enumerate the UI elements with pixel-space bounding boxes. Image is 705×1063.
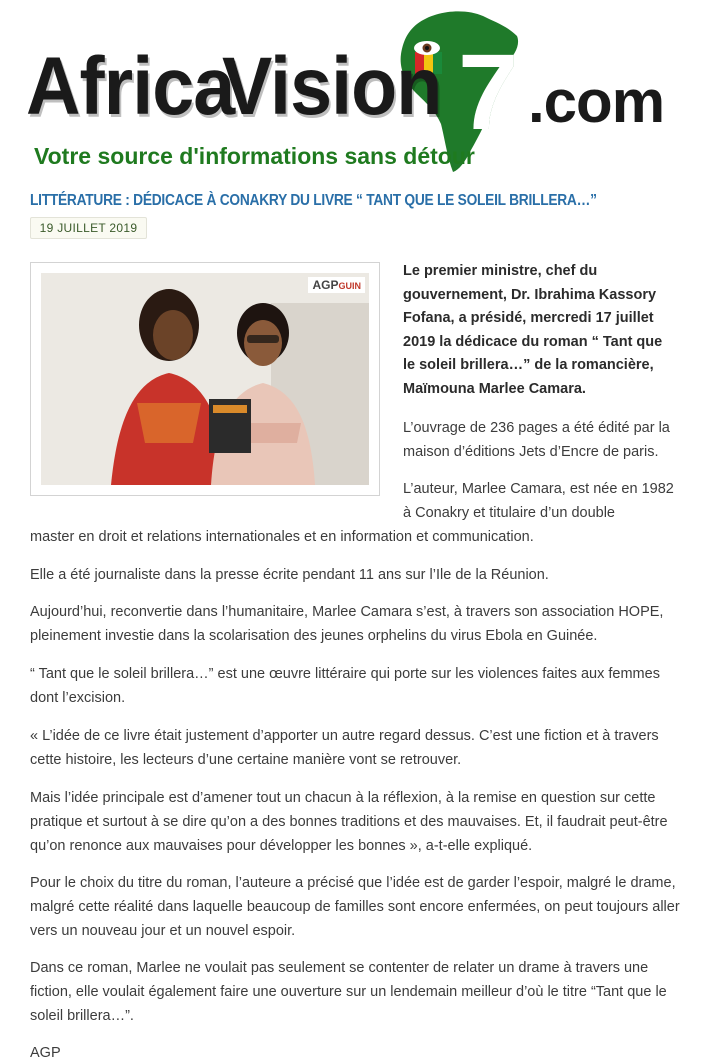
article-paragraph: L’auteur, Marlee Camara, est née en 1982 à Conakry et titulaire d’un double — [403, 481, 674, 521]
logo-numeral: 7 — [458, 31, 519, 152]
article-paragraph: Mais l’idée principale est d’amener tout un chacun à la réflexion, à la remise en question sur cette pratique et surtout à se dire qu’on a des bonnes traditions et des mauvaises. Et, il faudrait peut-être qu’on renonce aux mauvaises pour développer les bonnes », a-t-elle expliqué. — [30, 790, 668, 854]
article-paragraph: Elle a été journaliste dans la presse écrite pendant 11 ans sur l’Ile de la Réunion. — [30, 567, 549, 583]
article-paragraph: Pour le choix du titre du roman, l’auteure a précisé que l’idée est de garder l’espoir, malgré le drame, malgré cette réalité dans laquelle beaucoup de familles sont encore enfermées, on peut toujours aller vers un nouveau jour et un nouvel espoir. — [30, 875, 680, 939]
article-title[interactable]: LITTÉRATURE : DÉDICACE À CONAKRY DU LIVRE “ TANT QUE LE SOLEIL BRILLERA…” — [30, 192, 597, 209]
article-paragraph: “ Tant que le soleil brillera…” est une œuvre littéraire qui porte sur les violences faites aux femmes dont l’excision. — [30, 666, 660, 706]
article-photo-frame — [30, 262, 380, 496]
article-paragraph: Dans ce roman, Marlee ne voulait pas seulement se contenter de relater un drame à travers une fiction, elle voulait également faire une ouverture sur un lendemain meilleur d’où le titre “Tant que le soleil brillera…”. — [30, 960, 667, 1024]
article-lead: Le premier ministre, chef du gouvernement, Dr. Ibrahima Kassory Fofana, a présidé, mercredi 17 juillet 2019 la dédicace du roman “ Tant que le soleil brillera…” de la romancière, Maïmouna Marlee Camara. — [403, 263, 663, 397]
logo-word-africa: Africa — [26, 41, 235, 132]
article-photo — [41, 273, 369, 485]
photo-credit-sub: GUIN — [338, 281, 361, 291]
article-paragraph: master en droit et relations internationales et en information et communication. — [30, 529, 534, 545]
photo-illustration — [41, 273, 369, 485]
logo-word-vision: Vision — [222, 41, 442, 132]
site-logo[interactable] — [0, 0, 705, 185]
photo-credit-tag — [308, 277, 365, 293]
logo-word-com: .com — [528, 68, 665, 135]
article-paragraph: Aujourd’hui, reconvertie dans l’humanitaire, Marlee Camara s’est, à travers son association HOPE, pleinement investie dans la scolarisation des jeunes orphelins du virus Ebola en Guinée. — [30, 604, 664, 644]
article-date: 19 JUILLET 2019 — [30, 217, 147, 239]
article-source: AGP — [30, 1045, 61, 1061]
photo-credit-main: AGP — [312, 278, 339, 292]
article-paragraph: « L’idée de ce livre était justement d’apporter un autre regard dessus. C’est une fiction et à travers cette histoire, les lecteurs d’une certaine manière vont se retrouver. — [30, 728, 659, 768]
article-paragraph: L’ouvrage de 236 pages a été édité par la maison d’éditions Jets d’Encre de paris. — [403, 420, 670, 460]
logo-tagline: Votre source d'informations sans détour — [34, 143, 475, 169]
